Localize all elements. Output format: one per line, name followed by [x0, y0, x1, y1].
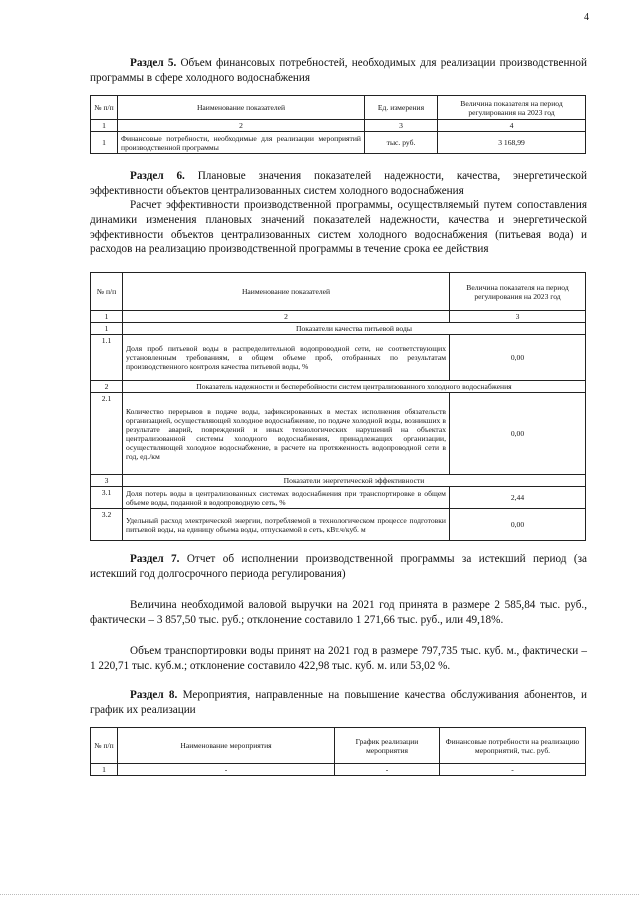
- section7-paragraph2: Объем транспортировки воды принят на 2021 год в размере 797,735 тыс. куб. м., фактически – 1 220,71 тыс. куб.м.; отклонение составило 422,98 тыс. куб. м. или 53,02 %.: [90, 645, 587, 672]
- s5-header-value: Величина показателя на период регулирования на 2023 год: [438, 96, 586, 120]
- s6-row-2-1-value: 0,00: [450, 393, 586, 475]
- s8-header-name: Наименование мероприятия: [118, 728, 335, 764]
- s8-header-schedule: График реализации мероприятия: [335, 728, 440, 764]
- s6-numbering-2: 2: [123, 311, 450, 323]
- s6-row-2-1-name: Количество перерывов в подаче воды, зафиксированных в местах исполнения обязательств организацией, осуществляющей холодное водоснабжение, по подаче холодной воды, возникших в результате аварий, повреждений и иных технологических нарушений на объектах централизованной системы холодного водоснабжения, принадлежащих организации, осуществляющей холодное водоснабжение, в расчете на протяженность водопроводной сети в год, ед./км: [123, 393, 450, 475]
- s5-header-name: Наименование показателей: [118, 96, 365, 120]
- section5-title-bold: Раздел 5.: [130, 57, 177, 69]
- s5-numbering-1: 1: [91, 120, 118, 132]
- section7-title-bold: Раздел 7.: [130, 553, 180, 565]
- s8-row-schedule: -: [335, 764, 440, 776]
- s6-row-3-1-name: Доля потерь воды в централизованных системах водоснабжения при транспортировке в общем объеме воды, поданной в водопроводную сеть, %: [123, 487, 450, 509]
- s6-header-value: Величина показателя на период регулирования на 2023 год: [450, 273, 586, 311]
- s6-group1-num: 1: [91, 323, 123, 335]
- s8-header-cost: Финансовые потребности на реализацию мероприятий, тыс. руб.: [440, 728, 586, 764]
- s5-header-num: № п/п: [91, 96, 118, 120]
- section8-title-bold: Раздел 8.: [130, 689, 178, 701]
- s8-row-num: 1: [91, 764, 118, 776]
- s6-numbering-3: 3: [450, 311, 586, 323]
- section5-table: [90, 95, 586, 154]
- section7-title-rest: Отчет об исполнении производственной программы за истекший период (за истекший год долгосрочного периода регулирования): [90, 553, 588, 580]
- s6-row-1-1-value: 0,00: [450, 335, 586, 381]
- section6-paragraph: Расчет эффективности производственной программы, осуществляемый путем сопоставления динамики изменения плановых значений показателей надежности, качества и энергетической эффективности объектов централизованных систем холодного водоснабжения (питьевая вода) и расходов на реализацию производственной программы в течение срока ее действия: [90, 199, 587, 256]
- s5-numbering-4: 4: [438, 120, 586, 132]
- s5-numbering-3: 3: [365, 120, 438, 132]
- s6-group3-title: Показатели энергетической эффективности: [123, 475, 586, 487]
- section5-title-rest: Объем финансовых потребностей, необходимых для реализации производственной программы в сфере холодного водоснабжения: [90, 57, 588, 84]
- section8-heading: [90, 688, 587, 718]
- s8-row-cost: -: [440, 764, 586, 776]
- s6-header-name: Наименование показателей: [123, 273, 450, 311]
- footer-divider: [0, 894, 639, 895]
- s6-row-3-2-name: Удельный расход электрической энергии, потребляемой в технологическом процессе подготовки питьевой воды, на единицу объема воды, отпускаемой в сеть, кВт.ч/куб. м: [123, 509, 450, 541]
- s6-group1-title: Показатели качества питьевой воды: [123, 323, 586, 335]
- s6-row-1-1-name: Доля проб питьевой воды в распределительной водопроводной сети, не соответствующих установленным требованиям, в общем объеме проб, отобранных по результатам производственного контроля качества питьевой воды, %: [123, 335, 450, 381]
- s5-row-value: 3 168,99: [438, 132, 586, 154]
- s8-row-name: -: [118, 764, 335, 776]
- s5-row-name: Финансовые потребности, необходимые для реализации мероприятий производственной программы: [118, 132, 365, 154]
- s6-row-2-1-num: 2.1: [91, 393, 123, 475]
- section6-title-bold: Раздел 6.: [130, 170, 185, 182]
- s6-row-3-2-value: 0,00: [450, 509, 586, 541]
- section7-heading: [90, 552, 587, 582]
- s5-row-unit: тыс. руб.: [365, 132, 438, 154]
- section7-paragraph1: Величина необходимой валовой выручки на 2021 год принята в размере 2 585,84 тыс. руб., фактически – 3 857,50 тыс. руб.; отклонение составило 1 271,66 тыс. руб., или 49,18%.: [90, 599, 587, 626]
- section8-title-rest: Мероприятия, направленные на повышение качества обслуживания абонентов, и график их реализации: [90, 689, 588, 716]
- s6-row-1-1-num: 1.1: [91, 335, 123, 381]
- s6-numbering-1: 1: [91, 311, 123, 323]
- s5-numbering-2: 2: [118, 120, 365, 132]
- section8-table: [90, 727, 586, 776]
- s6-row-3-1-num: 3.1: [91, 487, 123, 509]
- section6-heading: [90, 169, 587, 199]
- s6-group2-title: Показатель надежности и бесперебойности систем централизованного холодного водоснабжения: [123, 381, 586, 393]
- s6-row-3-2-num: 3.2: [91, 509, 123, 541]
- section5-heading: [90, 56, 587, 86]
- s5-header-unit: Ед. измерения: [365, 96, 438, 120]
- section6-title-rest: Плановые значения показателей надежности, качества, энергетической эффективности объектов централизованных систем холодного водоснабжения: [90, 170, 587, 197]
- s5-row-num: 1: [91, 132, 118, 154]
- page-number: 4: [584, 12, 589, 23]
- s6-header-num: № п/п: [91, 273, 123, 311]
- s6-row-3-1-value: 2,44: [450, 487, 586, 509]
- s6-group3-num: 3: [91, 475, 123, 487]
- s6-group2-num: 2: [91, 381, 123, 393]
- s8-header-num: № п/п: [91, 728, 118, 764]
- section6-table: [90, 272, 586, 541]
